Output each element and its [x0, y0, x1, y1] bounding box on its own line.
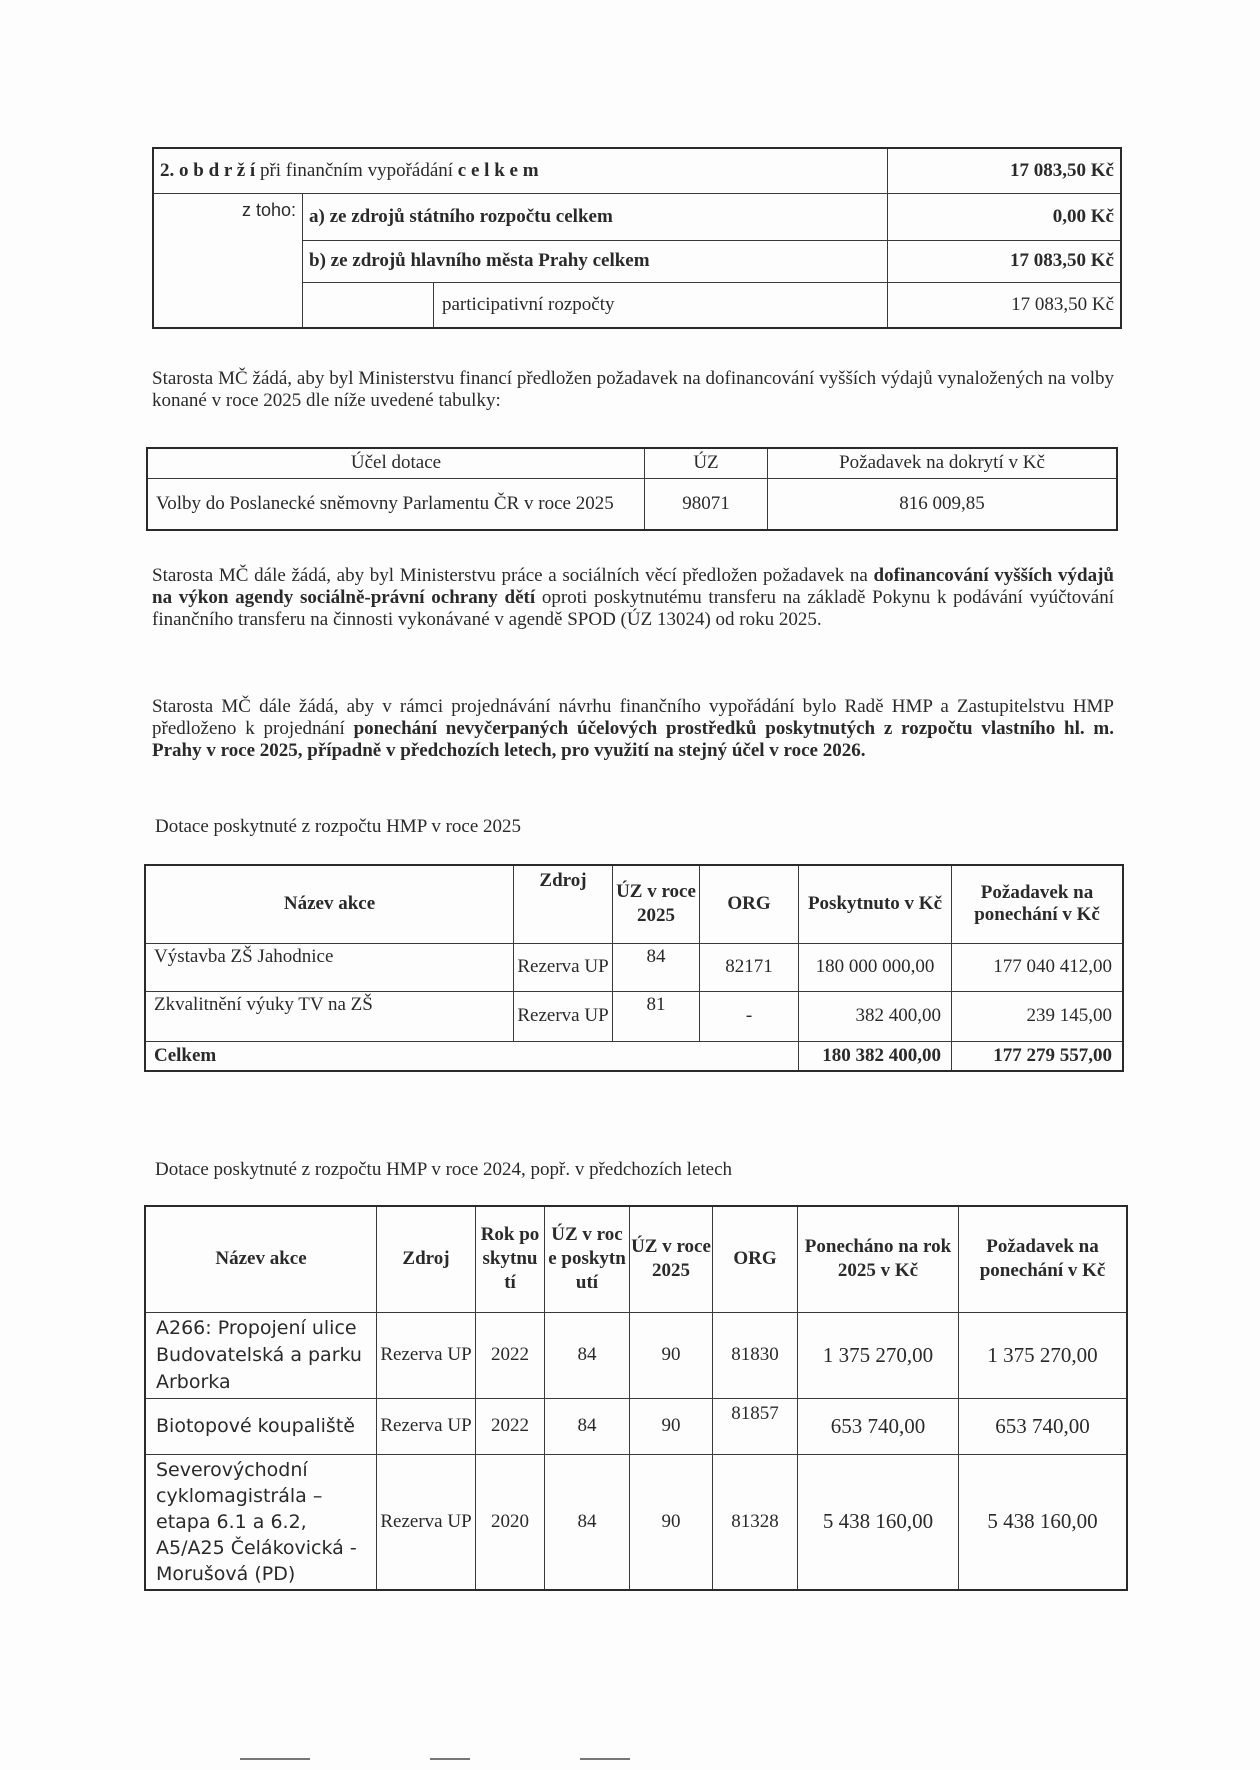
t24-r1-name: A266: Propojení ulice Budovatelská a parku Arborka — [145, 1312, 377, 1398]
participatory-amount: 17 083,50 Kč — [888, 282, 1122, 328]
state-budget-label: a) ze zdrojů státního rozpočtu celkem — [303, 193, 888, 240]
t25-r1-request: 177 040 412,00 — [952, 943, 1124, 991]
t25-header-request: Požadavek na ponechání v Kč — [952, 865, 1124, 943]
prague-budget-amount: 17 083,50 Kč — [888, 240, 1122, 282]
t25-r1-org: 82171 — [700, 943, 799, 991]
t24-r3-name: Severovýchodní cyklomagistrála – etapa 6.1 a 6.2, A5/A25 Čelákovická - Morušová (PD) — [145, 1454, 377, 1590]
t24-r1-uz-2025: 90 — [630, 1312, 713, 1398]
t24-r2-uz-2025: 90 — [630, 1398, 713, 1454]
t25-header-uz: ÚZ v roce 2025 — [613, 865, 700, 943]
grants-2024-table — [144, 1205, 1128, 1591]
t24-header-uz-2025: ÚZ v roce 2025 — [630, 1206, 713, 1312]
t24-r2-kept: 653 740,00 — [798, 1398, 959, 1454]
t24-r2-uz-provided: 84 — [545, 1398, 630, 1454]
t24-r2-request: 653 740,00 — [959, 1398, 1128, 1454]
t25-header-name: Název akce — [145, 865, 514, 943]
t25-r1-name: Výstavba ZŠ Jahodnice — [145, 943, 514, 991]
t24-r1-org: 81830 — [713, 1312, 798, 1398]
t24-r1-kept: 1 375 270,00 — [798, 1312, 959, 1398]
t24-r2-year: 2022 — [476, 1398, 545, 1454]
t25-total-label: Celkem — [145, 1041, 799, 1071]
t24-r1-year: 2022 — [476, 1312, 545, 1398]
t24-r3-uz-2025: 90 — [630, 1454, 713, 1590]
t24-r3-year: 2020 — [476, 1454, 545, 1590]
t24-header-source: Zdroj — [377, 1206, 476, 1312]
t25-header-org: ORG — [700, 865, 799, 943]
election-purpose: Volby do Poslanecké sněmovny Parlamentu ČR v roce 2025 — [147, 478, 645, 530]
election-header-purpose: Účel dotace — [147, 448, 645, 478]
t24-header-uz-provided: ÚZ v roce poskytnutí — [545, 1206, 630, 1312]
t24-header-name: Název akce — [145, 1206, 377, 1312]
scan-noise — [240, 1758, 310, 1760]
t24-r3-source: Rezerva UP — [377, 1454, 476, 1590]
table-row — [145, 1454, 1127, 1590]
t25-r2-uz: 81 — [613, 991, 700, 1041]
t25-r2-provided: 382 400,00 — [799, 991, 952, 1041]
election-header-uz: ÚZ — [645, 448, 768, 478]
t24-r1-uz-provided: 84 — [545, 1312, 630, 1398]
t24-header-org: ORG — [713, 1206, 798, 1312]
t25-r2-name: Zkvalitnění výuky TV na ZŠ — [145, 991, 514, 1041]
settlement-total-amount: 17 083,50 Kč — [888, 148, 1122, 193]
table-row — [145, 1041, 1123, 1071]
t25-total-provided: 180 382 400,00 — [799, 1041, 952, 1071]
caption-2025: Dotace poskytnuté z rozpočtu HMP v roce 2025 — [155, 816, 522, 837]
t25-r1-uz: 84 — [613, 943, 700, 991]
t24-header-kept: Ponecháno na rok 2025 v Kč — [798, 1206, 959, 1312]
settlement-total-label: 2. o b d r ž í při finančním vypořádání c e l k e m — [153, 148, 888, 193]
t25-r1-provided: 180 000 000,00 — [799, 943, 952, 991]
t25-header-provided: Poskytnuto v Kč — [799, 865, 952, 943]
grants-2025-table — [144, 864, 1124, 1072]
state-budget-amount: 0,00 Kč — [888, 193, 1122, 240]
t24-r3-request: 5 438 160,00 — [959, 1454, 1128, 1590]
scan-noise — [580, 1758, 630, 1760]
t24-r2-source: Rezerva UP — [377, 1398, 476, 1454]
caption-2024: Dotace poskytnuté z rozpočtu HMP v roce 2024, popř. v předchozích letech — [155, 1159, 733, 1180]
t25-total-request: 177 279 557,00 — [952, 1041, 1124, 1071]
paragraph-retention-request: Starosta MČ dále žádá, aby v rámci projednávání návrhu finančního vypořádání bylo Radě HMP a Zastupitelstvu HMP předloženo k projednání ponechání nevyčerpaných účelových prostředků poskytnutých z rozpočtu vlastního hl. m. Prahy v roce 2025, případně v předchozích letech, pro využití na stejný účel v roce 2026. — [152, 696, 1114, 761]
participatory-label: participativní rozpočty — [434, 282, 888, 328]
prague-budget-label: b) ze zdrojů hlavního města Prahy celkem — [303, 240, 888, 282]
t25-r1-source: Rezerva UP — [514, 943, 613, 991]
t25-r2-org: - — [700, 991, 799, 1041]
table-row — [145, 1312, 1127, 1398]
election-table — [146, 447, 1118, 531]
election-header-request: Požadavek na dokrytí v Kč — [768, 448, 1118, 478]
election-request: 816 009,85 — [768, 478, 1118, 530]
t24-r2-name: Biotopové koupaliště — [145, 1398, 377, 1454]
table-row — [145, 1398, 1127, 1454]
t24-r1-request: 1 375 270,00 — [959, 1312, 1128, 1398]
t25-header-source: Zdroj — [514, 865, 613, 943]
of-which-label: z toho: — [153, 193, 303, 328]
t25-r2-request: 239 145,00 — [952, 991, 1124, 1041]
t25-r2-source: Rezerva UP — [514, 991, 613, 1041]
t24-r2-org: 81857 — [713, 1398, 798, 1454]
t24-r3-uz-provided: 84 — [545, 1454, 630, 1590]
paragraph-labour-ministry: Starosta MČ dále žádá, aby byl Ministerstvu práce a sociálních věcí předložen požadavek na dofinancování vyšších výdajů na výkon agendy sociálně-právní ochrany dětí oproti poskytnutému transferu na základě Pokynu k podávání vyúčtování finančního transferu na činnosti vykonávané v agendě SPOD (ÚZ 13024) od roku 2025. — [152, 565, 1114, 630]
settlement-table — [152, 147, 1122, 329]
scan-noise — [430, 1758, 470, 1760]
t24-r1-source: Rezerva UP — [377, 1312, 476, 1398]
t24-r3-org: 81328 — [713, 1454, 798, 1590]
table-row — [145, 943, 1123, 991]
election-uz: 98071 — [645, 478, 768, 530]
empty-cell — [303, 282, 434, 328]
t24-r3-kept: 5 438 160,00 — [798, 1454, 959, 1590]
t24-header-request: Požadavek na ponechání v Kč — [959, 1206, 1128, 1312]
table-row — [145, 991, 1123, 1041]
paragraph-finance-ministry: Starosta MČ žádá, aby byl Ministerstvu financí předložen požadavek na dofinancování vyšších výdajů vynaložených na volby konané v roce 2025 dle níže uvedené tabulky: — [152, 368, 1114, 411]
t24-header-year: Rok poskytnutí — [476, 1206, 545, 1312]
